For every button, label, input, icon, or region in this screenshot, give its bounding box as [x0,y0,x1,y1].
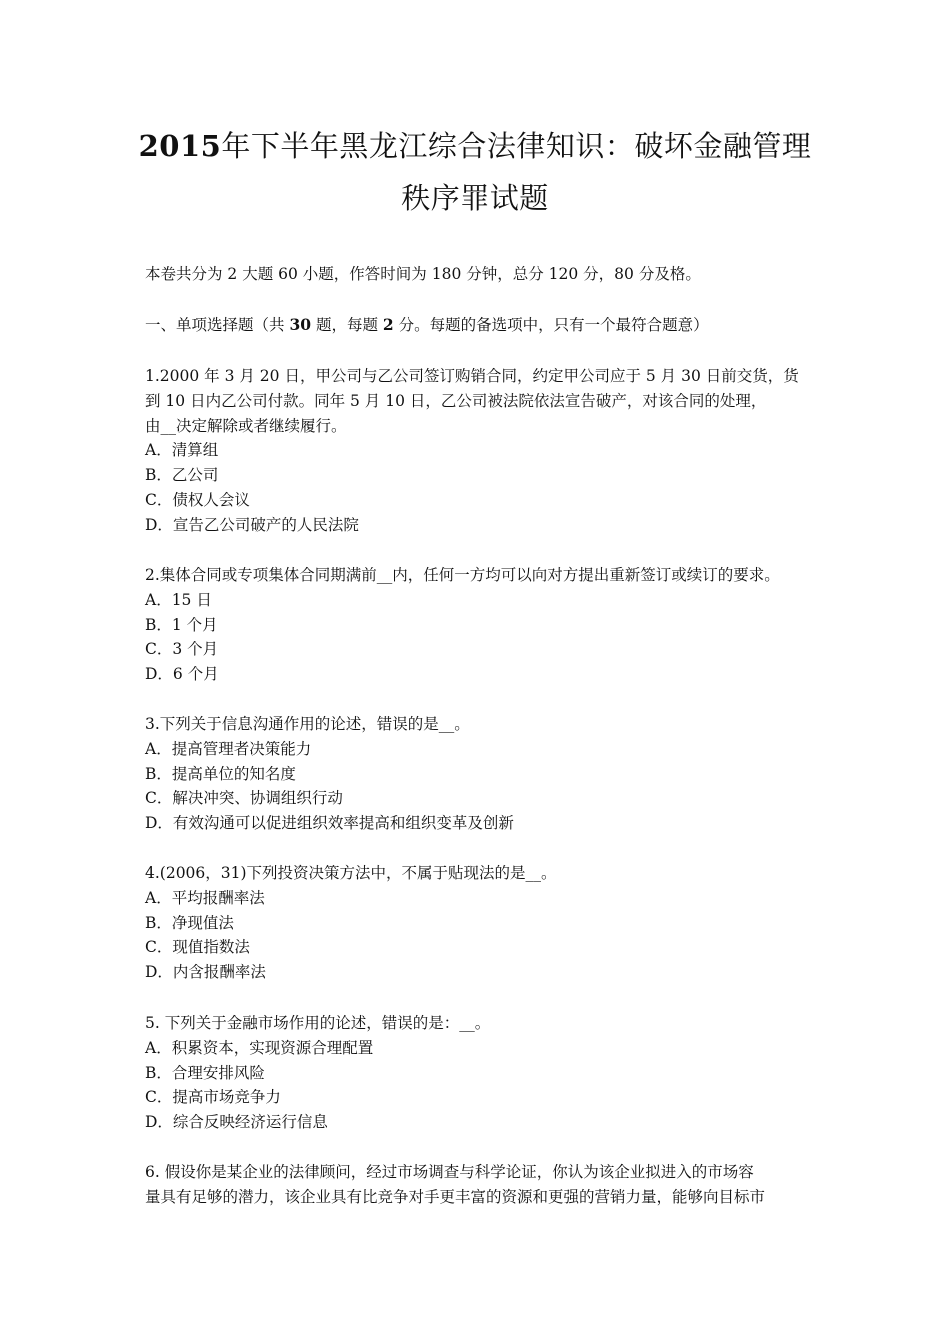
section-heading: 一、单项选择题（共 30 题，每题 2 分。每题的备选项中，只有一个最符合题意） [145,315,709,334]
title-line-1-text: 年下半年黑龙江综合法律知识：破坏金融管理 [221,129,812,163]
question-6 [145,1160,825,1210]
question-2 [145,563,825,687]
question-stem-line: 1.2000 年 3 月 20 日，甲公司与乙公司签订购销合同，约定甲公司应于 5 月 30 日前交货，货 [145,367,799,385]
option-b: B．1 个月 [145,615,218,634]
option-c: C．债权人会议 [145,490,250,509]
option-d: D．宣告乙公司破产的人民法院 [145,515,359,534]
question-stem-line: 量具有足够的潜力，该企业具有比竞争对手更丰富的资源和更强的营销力量，能够向目标市 [145,1187,766,1206]
question-5 [145,1011,825,1135]
option-c: C．现值指数法 [145,938,250,957]
question-stem-line: 6. 假设你是某企业的法律顾问，经过市场调查与科学论证，你认为该企业拟进入的市场容 [145,1163,754,1181]
option-d: D．综合反映经济运行信息 [145,1113,328,1132]
option-d: D．有效沟通可以促进组织效率提高和组织变革及创新 [145,814,514,833]
question-3 [145,712,825,836]
option-a: A．清算组 [145,441,219,460]
question-stem-line: 到 10 日内乙公司付款。同年 5 月 10 日，乙公司被法院依法宣告破产，对该合同的处理， [145,391,767,410]
option-c: C．提高市场竞争力 [145,1088,281,1107]
question-stem-line: 2.集体合同或专项集体合同期满前__内，任何一方均可以向对方提出重新签订或续订的要求。 [145,566,780,584]
document-title-line-2: 秩序罪试题 [401,181,549,215]
question-stem-line: 3.下列关于信息沟通作用的论述，错误的是__。 [145,715,470,733]
option-c: C．3 个月 [145,640,219,659]
option-c: C．解决冲突、协调组织行动 [145,789,343,808]
question-4 [145,861,825,985]
option-d: D．内含报酬率法 [145,963,266,982]
option-b: B．提高单位的知名度 [145,764,296,783]
question-stem-line: 5. 下列关于金融市场作用的论述，错误的是：__。 [145,1014,491,1032]
question-1 [145,364,825,538]
option-a: A．平均报酬率法 [145,888,265,907]
option-a: A．15 日 [145,590,212,609]
option-d: D．6 个月 [145,665,219,684]
title-year: 2015 [138,129,222,163]
option-b: B．净现值法 [145,913,234,932]
option-a: A．积累资本，实现资源合理配置 [145,1038,374,1057]
exam-intro: 本卷共分为 2 大题 60 小题，作答时间为 180 分钟，总分 120 分，80 分及格。 [145,265,701,283]
option-b: B．乙公司 [145,466,219,485]
question-stem-line: 4.(2006，31)下列投资决策方法中，不属于贴现法的是__。 [145,864,557,882]
document-title-line-1 [60,126,890,166]
question-stem-line: 由__决定解除或者继续履行。 [145,416,347,435]
option-b: B．合理安排风险 [145,1063,265,1082]
option-a: A．提高管理者决策能力 [145,739,312,758]
